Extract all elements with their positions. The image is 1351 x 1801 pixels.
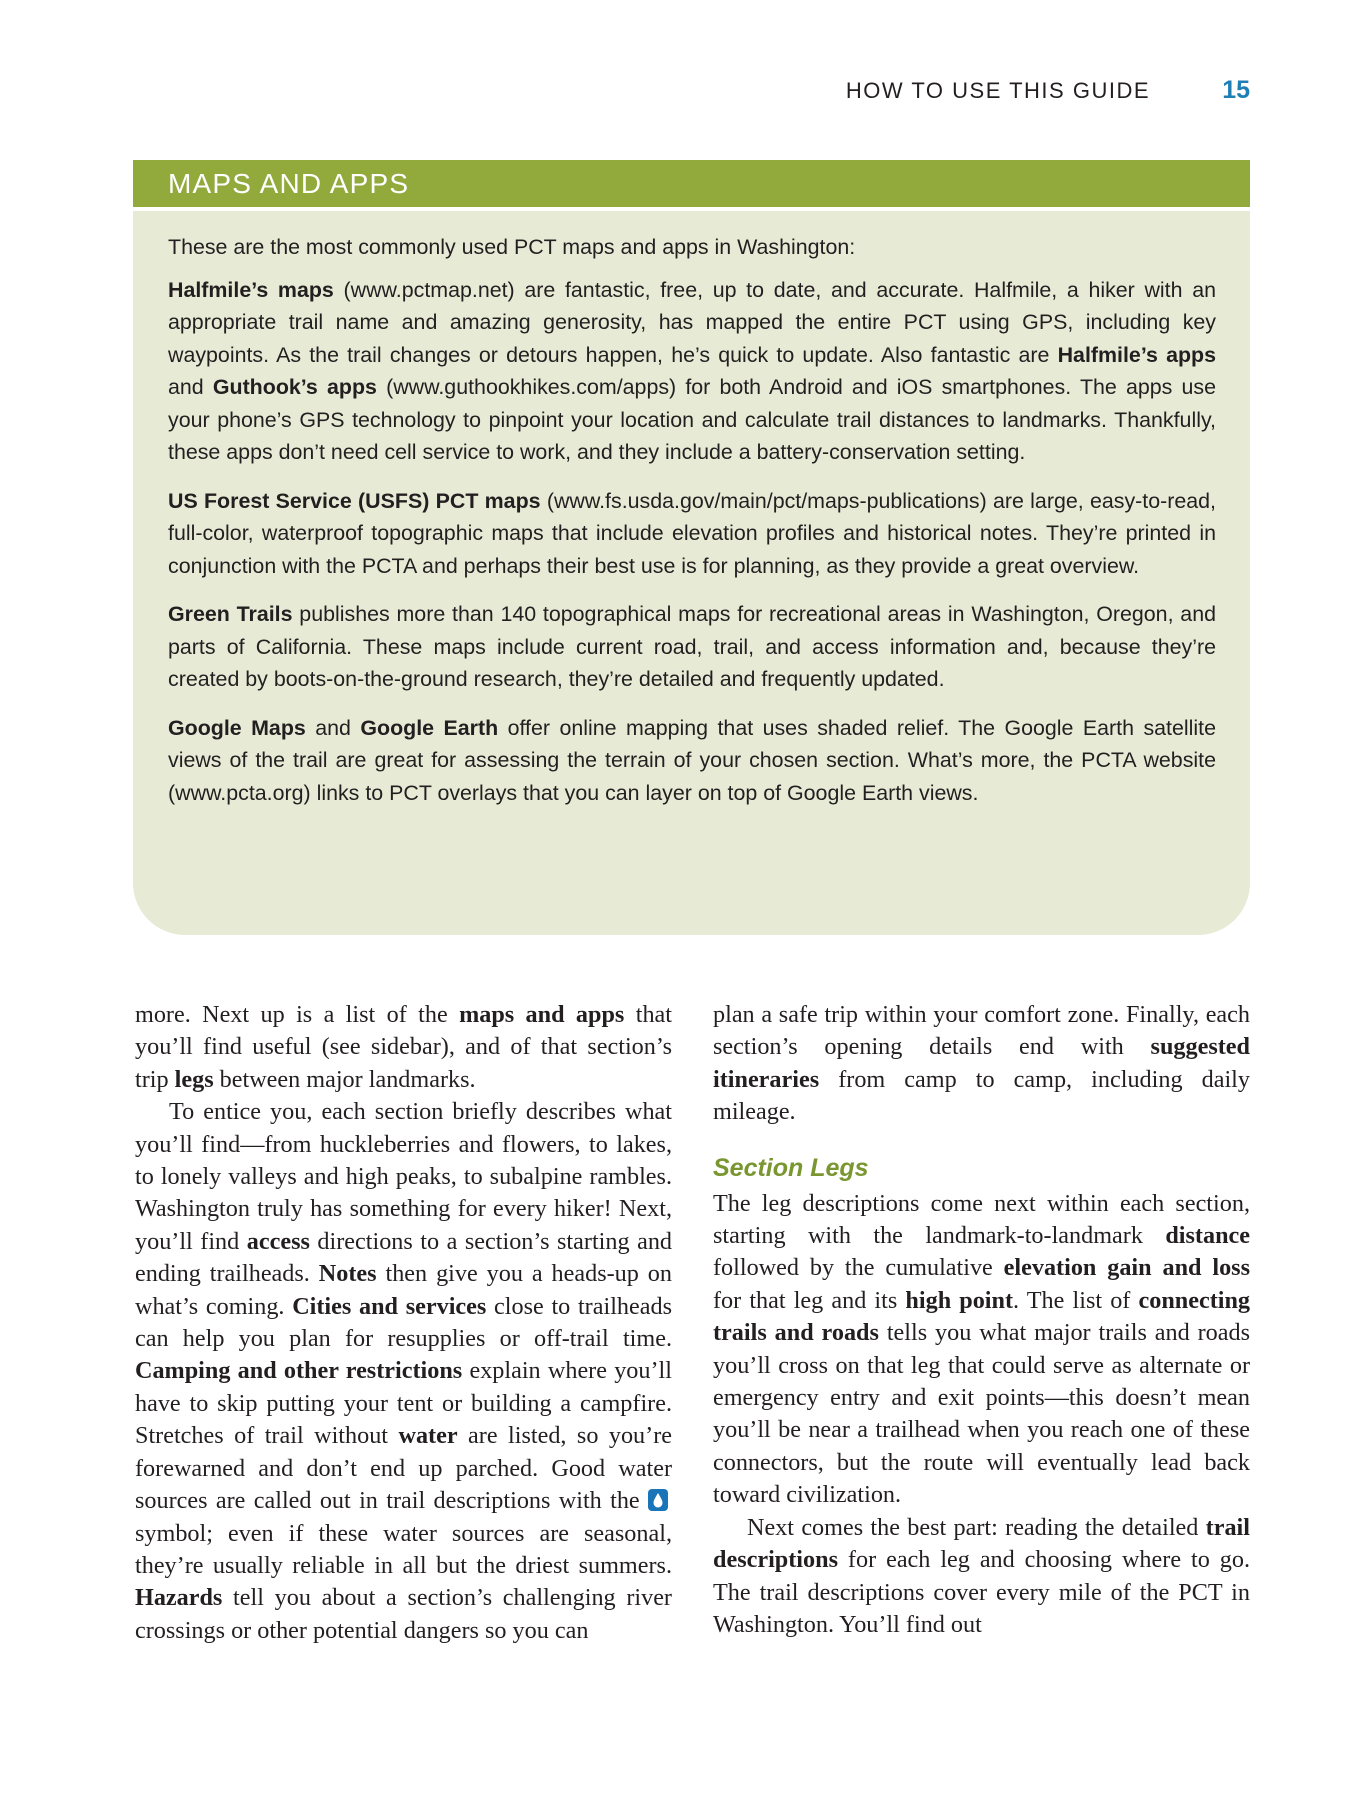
bold-term: Hazards — [135, 1584, 223, 1612]
text-run: directions to a section’s starting and ending trailheads. — [135, 1227, 672, 1288]
bold-term: elevation gain and loss — [1003, 1254, 1250, 1282]
text-run: close to trailheads can help you plan for resupplies or off-trail time. — [135, 1292, 672, 1353]
text-run: and — [168, 375, 213, 399]
maps-and-apps-sidebar — [133, 160, 1250, 935]
text-run: . The list of — [1013, 1286, 1139, 1314]
bold-term: connecting trails and roads — [713, 1286, 1251, 1347]
bold-term: trail descriptions — [713, 1513, 1250, 1574]
bold-term: Google Earth — [360, 715, 499, 740]
text-run: are listed, so you’re forewarned and don’t end up parched. Good water sources are called out in trail descriptions with the — [135, 1422, 672, 1515]
text-run: (www.fs.usda.gov/main/pct/maps-publications) are large, easy-to-read, full-color, waterproof topographic maps that include elevation profiles and historical notes. They’re printed in conjunction with the PCTA and perhaps their best use is for planning, as they provide a great overview. — [168, 488, 1216, 578]
body-paragraph — [135, 999, 672, 1096]
water-drop-icon — [648, 1489, 668, 1511]
text-run: that you’ll find useful (see sidebar), and of that section’s trip — [135, 1001, 672, 1093]
bold-term: high point — [905, 1286, 1014, 1314]
bold-term: US Forest Service (USFS) PCT maps — [168, 488, 541, 513]
text-run: To entice you, each section briefly describes what you’ll find—from huckleberries and flowers, to lakes, to lonely valleys and high peaks, to subalpine rambles. Washington truly has something for every hiker! Next, you’ll find — [135, 1098, 672, 1255]
text-run: symbol; even if these water sources are seasonal, they’re usually reliable in all but the driest summers. — [135, 1519, 672, 1579]
sidebar-body — [133, 211, 1250, 809]
text-run: The leg descriptions come next within each section, starting with the landmark-to-landmark — [713, 1189, 1250, 1250]
bold-term: Guthook’s apps — [212, 375, 377, 399]
left-column — [135, 999, 672, 1647]
bold-term: access — [246, 1227, 310, 1255]
sidebar-title: MAPS AND APPS — [168, 168, 410, 199]
text-run: between major landmarks. — [213, 1065, 476, 1093]
body-paragraph — [135, 1096, 672, 1647]
text-run: and — [305, 715, 361, 740]
bold-term: Halfmile’s apps — [1057, 342, 1216, 367]
text-run: from camp to camp, including daily mileage. — [713, 1065, 1250, 1126]
sidebar-paragraph-google — [168, 712, 1216, 810]
text-run: explain where you’ll have to skip putting your tent or building a campfire. Stretches of trail without — [135, 1357, 672, 1450]
sidebar-intro: These are the most commonly used PCT maps and apps in Washington: — [168, 235, 856, 259]
bold-term: Notes — [318, 1260, 377, 1288]
sidebar-paragraph-usfs — [168, 485, 1216, 583]
running-head-title: HOW TO USE THIS GUIDE — [845, 78, 1150, 103]
sidebar-paragraph-halfmile — [168, 274, 1216, 469]
sidebar-header — [133, 160, 1250, 211]
bold-term: suggested itineraries — [713, 1033, 1250, 1093]
running-head — [780, 74, 1250, 110]
sidebar-paragraph-green-trails — [168, 598, 1216, 696]
section-legs-heading: Section Legs — [713, 1153, 869, 1182]
text-run: Next comes the best part: reading the detailed — [747, 1513, 1206, 1541]
text-run: then give you a heads-up on what’s coming. — [135, 1260, 672, 1320]
text-run: (www.guthookhikes.com/apps) for both Android and iOS smartphones. The apps use your phone’s GPS technology to pinpoint your location and calculate trail distances to landmarks. Thankfully, these apps don’t need cell service to work, and they include a battery-conservation setting. — [168, 375, 1217, 464]
text-run: plan a safe trip within your comfort zone. Finally, each section’s opening details end with — [713, 1001, 1250, 1061]
bold-term: Halfmile’s maps — [168, 277, 334, 302]
text-run: publishes more than 140 topographical maps for recreational areas in Washington, Oregon, and parts of California. These maps include current road, trail, and access information and, because they’re created by boots-on-the-ground research, they’re detailed and frequently updated. — [168, 602, 1216, 691]
bold-term: water — [398, 1422, 458, 1450]
bold-term: Green Trails — [168, 602, 293, 626]
text-run: followed by the cumulative — [713, 1254, 1004, 1282]
right-column — [713, 999, 1250, 1641]
bold-term: distance — [1165, 1222, 1250, 1250]
bold-term: maps and apps — [459, 1001, 625, 1028]
text-run: tells you what major trails and roads you’ll cross on that leg that could serve as alternate or emergency entry and exit points—this doesn’t mean you’ll be near a trailhead when you reach one of these connectors, but the route will eventually lead back toward civilization. — [713, 1319, 1251, 1509]
text-run: more. Next up is a list of the — [135, 1001, 460, 1028]
body-paragraph — [713, 999, 1250, 1129]
text-run: tell you about a section’s challenging river crossings or other potential dangers so you can — [135, 1584, 672, 1644]
text-run: for that leg and its — [713, 1286, 906, 1314]
bold-term: legs — [174, 1065, 214, 1093]
bold-term: Google Maps — [168, 715, 306, 740]
text-run: offer online mapping that uses shaded relief. The Google Earth satellite views of the trail are great for assessing the terrain of your chosen section. What’s more, the PCTA website (www.pcta.org) links to PCT overlays that you can layer on top of Google Earth views. — [168, 715, 1216, 805]
bold-term: Camping and other restrictions — [135, 1357, 463, 1385]
text-run: (www.pctmap.net) are fantastic, free, up to date, and accurate. Halfmile, a hiker with an appropriate trail name and amazing generosity, has mapped the entire PCT using GPS, including key waypoints. As the trail changes or detours happen, he’s quick to update. Also fantastic are — [168, 277, 1216, 367]
page-number: 15 — [1222, 76, 1250, 104]
text-run: for each leg and choosing where to go. The trail descriptions cover every mile of the PCT in Washington. You’ll find out — [713, 1546, 1250, 1638]
body-paragraph — [713, 1512, 1250, 1642]
bold-term: Cities and services — [292, 1292, 487, 1320]
body-paragraph — [713, 1188, 1250, 1512]
